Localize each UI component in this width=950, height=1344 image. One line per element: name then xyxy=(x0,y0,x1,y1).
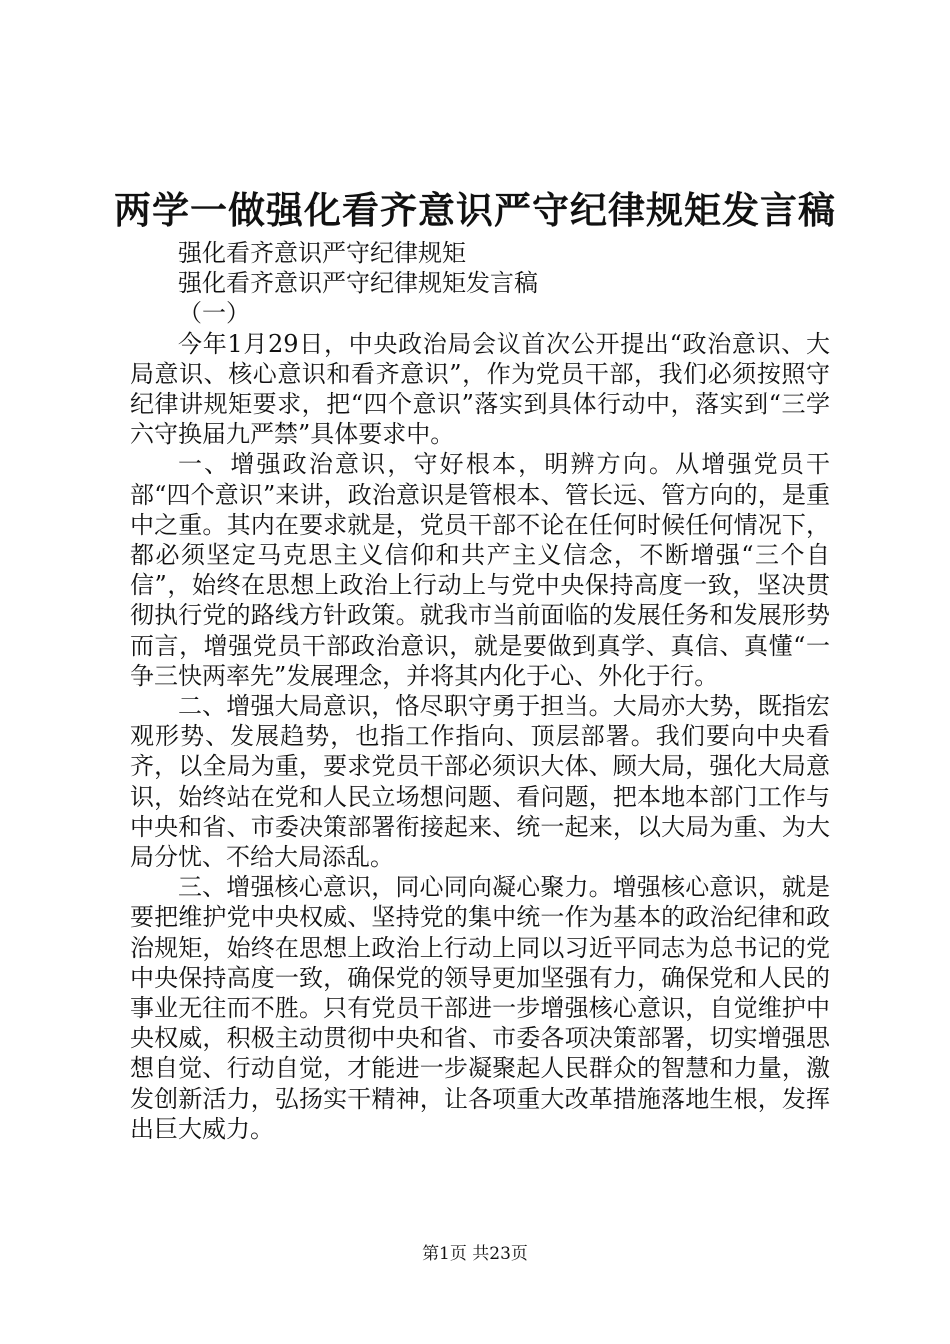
paragraph-core-awareness: 三、增强核心意识，同心同向凝心聚力。增强核心意识，就是要把维护党中央权威、坚持党的集中统一作为基本的政治纪律和政治规矩，始终在思想上政治上行动上同以习近平同志为总书记的党中央保持高度一致，确保党的领导更加坚强有力，确保党和人民的事业无往而不胜。只有党员干部进一步增强核心意识，自觉维护中央权威，积极主动贯彻中央和省、市委各项决策部署，切实增强思想自觉、行动自觉，才能进一步凝聚起人民群众的智慧和力量，激发创新活力，弘扬实干精神，让各项重大改革措施落地生根，发挥出巨大威力。 xyxy=(130,873,830,1143)
subtitle-line-2: 强化看齐意识严守纪律规矩发言稿 xyxy=(178,269,538,298)
document-body xyxy=(130,238,830,1144)
paragraph-political-awareness: 一、增强政治意识，守好根本，明辨方向。从增强党员干部“四个意识”来讲，政治意识是管根本、管长远、管方向的，是重中之重。其内在要求就是，党员干部不论在任何时候任何情况下，都必须坚定马克思主义信仰和共产主义信念，不断增强“三个自信”，始终在思想上政治上行动上与党中央保持高度一致，坚决贯彻执行党的路线方针政策。就我市当前面临的发展任务和发展形势而言，增强党员干部政治意识，就是要做到真学、真信、真懂“一争三快两率先”发展理念，并将其内化于心、外化于行。 xyxy=(130,450,830,690)
paragraph-intro: 今年1月29日，中央政治局会议首次公开提出“政治意识、大局意识、核心意识和看齐意识”，作为党员干部，我们必须按照守纪律讲规矩要求，把“四个意识”落实到具体行动中，落实到“三学六守换届九严禁”具体要求中。 xyxy=(130,329,830,449)
paragraph-overall-awareness: 二、增强大局意识，恪尽职守勇于担当。大局亦大势，既指宏观形势、发展趋势，也指工作指向、顶层部署。我们要向中央看齐，以全局为重，要求党员干部必须识大体、顾大局，强化大局意识，始终站在党和人民立场想问题、看问题，把本地本部门工作与中央和省、市委决策部署衔接起来、统一起来，以大局为重、为大局分忧、不给大局添乱。 xyxy=(130,692,830,872)
page-footer: 第1页 共23页 xyxy=(422,1244,528,1264)
section-marker: （一） xyxy=(178,299,250,328)
subtitle-line-1: 强化看齐意识严守纪律规矩 xyxy=(178,239,466,267)
document-title: 两学一做强化看齐意识严守纪律规矩发言稿 xyxy=(114,188,836,232)
